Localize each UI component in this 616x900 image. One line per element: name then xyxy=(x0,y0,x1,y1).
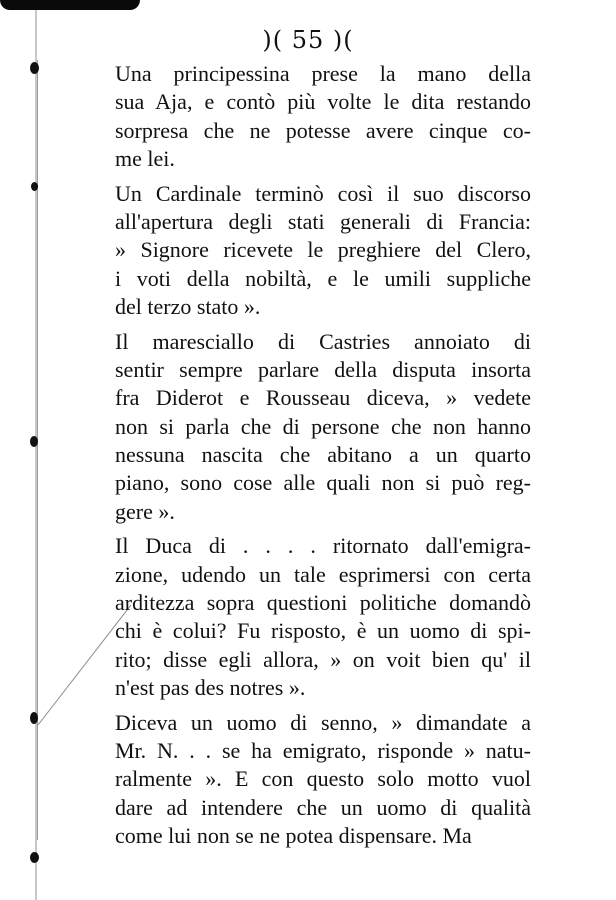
text-line: del terzo stato ». xyxy=(115,294,261,320)
text-line: n'est pas des notres ». xyxy=(115,675,306,701)
body-text xyxy=(115,60,531,851)
text-line: all'apertura degli stati generali di Francia: xyxy=(115,208,531,234)
text-line: sua Aja, e contò più volte le dita restando xyxy=(115,89,531,115)
text-line: i voti della nobiltà, e le umili suppliche xyxy=(115,265,531,291)
text-line: zione, udendo un tale esprimersi con certa xyxy=(115,561,531,587)
text-line: piano, sono cose alle quali non si può reg- xyxy=(115,470,531,496)
page-number: )( 55 )( xyxy=(262,26,354,54)
text-line: Il maresciallo di Castries annoiato di xyxy=(115,328,531,354)
text-line: Il Duca di . . . . ritornato dall'emigra- xyxy=(115,533,531,559)
text-line: non si parla che di persone che non hanno xyxy=(115,413,531,439)
text-line: me lei. xyxy=(115,146,175,172)
text-line: sentir sempre parlare della disputa insorta xyxy=(115,356,531,382)
paragraph xyxy=(115,328,531,527)
text-line: Mr. N. . . se ha emigrato, risponde » natu- xyxy=(115,737,531,763)
text-line: sorpresa che ne potesse avere cinque co- xyxy=(115,117,531,143)
scan-blot xyxy=(0,0,140,10)
scan-dot xyxy=(30,852,39,863)
text-line: Un Cardinale terminò così il suo discorso xyxy=(115,180,531,206)
text-line: come lui non se ne potea dispensare. Ma xyxy=(115,823,472,849)
text-line: Diceva un uomo di senno, » dimandate a xyxy=(115,709,531,735)
paragraph xyxy=(115,60,531,174)
text-line: rito; disse egli allora, » on voit bien qu' il xyxy=(115,646,531,672)
text-line: dare ad intendere che un uomo di qualità xyxy=(115,794,531,820)
scan-dot xyxy=(30,62,39,74)
text-line: chi è colui? Fu risposto, è un uomo di spi- xyxy=(115,618,531,644)
text-line: Una principessina prese la mano della xyxy=(115,61,531,86)
paragraph xyxy=(115,180,531,322)
scan-dot xyxy=(30,436,38,447)
scan-dot xyxy=(31,182,38,191)
text-line: fra Diderot e Rousseau diceva, » vedete xyxy=(115,385,531,411)
paragraph xyxy=(115,532,531,702)
paragraph xyxy=(115,709,531,851)
text-line: » Signore ricevete le preghiere del Clero, xyxy=(115,237,531,263)
text-line: gere ». xyxy=(115,498,175,524)
text-line: arditezza sopra questioni politiche domandò xyxy=(115,590,531,616)
text-line: ralmente ». E con questo solo motto vuol xyxy=(115,766,531,792)
text-line: nessuna nascita che abitano a un quarto xyxy=(115,442,531,468)
